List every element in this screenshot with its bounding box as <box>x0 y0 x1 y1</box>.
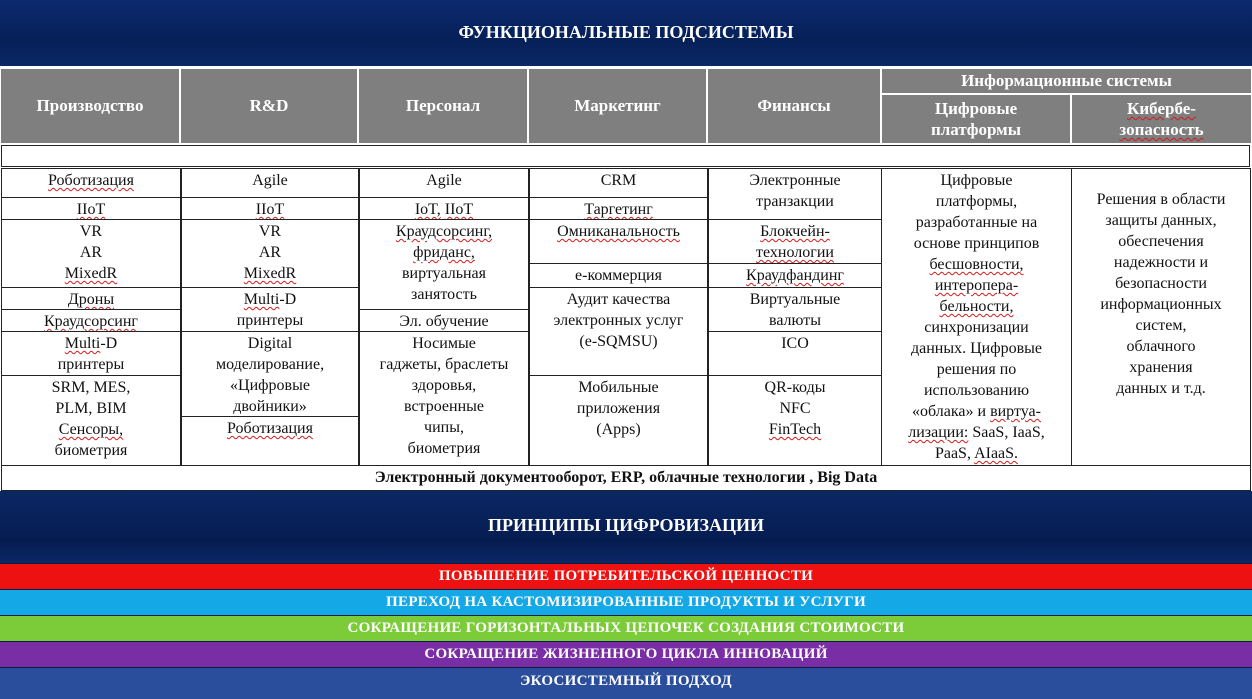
cell-marketing-2: Таргетинг <box>529 197 708 220</box>
cell-cyber: Решения в области защиты данных, обеспечения надежности и безопасности информационных систем, облачного хранения данных и т.д. <box>1071 168 1251 466</box>
cell-finance-6: QR-коды NFC FinTech <box>708 375 882 466</box>
header-rnd: R&D <box>180 68 358 144</box>
cell-personnel-3: Краудсорсинг, фриданс, виртуальная занятость <box>359 219 529 310</box>
principle-bar-5: ЭКОСИСТЕМНЫЙ ПОДХОД <box>0 667 1252 699</box>
cell-rnd-1: Agile <box>181 168 359 198</box>
cell-marketing-6: Мобильные приложения (Apps) <box>529 375 708 466</box>
title-band <box>0 0 1252 66</box>
cell-production-4: Дроны <box>1 287 181 310</box>
cell-marketing-3: Омниканальность <box>529 219 708 264</box>
cell-personnel-4: Эл. обучение <box>359 309 529 332</box>
principle-bar-2: ПЕРЕХОД НА КАСТОМИЗИРОВАННЫЕ ПРОДУКТЫ И УСЛУГИ <box>0 589 1252 615</box>
cell-platforms: Цифровые платформы, разработанные на основе принципов бесшовности, интеропера- бельности, синхронизации данных. Цифровые решения по использованию «облака» и виртуа- лизации: SaaS, IaaS, PaaS, AIaaS. <box>881 168 1072 466</box>
header-platforms: Цифровые платформы <box>881 94 1071 144</box>
principle-bar-1: ПОВЫШЕНИЕ ПОТРЕБИТЕЛЬСКОЙ ЦЕННОСТИ <box>0 563 1252 589</box>
cell-personnel-2: IoT, IIoT <box>359 197 529 220</box>
cell-rnd-5: Digital моделирование, «Цифровые двойники» <box>181 331 359 417</box>
bottom-line: Электронный документооборот, ERP, облачные технологии , Big Data <box>1 465 1251 491</box>
cell-rnd-4: Multi-D принтеры <box>181 287 359 332</box>
cell-personnel-1: Agile <box>359 168 529 198</box>
header-personnel: Персонал <box>358 68 528 144</box>
diagram-title: ФУНКЦИОНАЛЬНЫЕ ПОДСИСТЕМЫ <box>458 22 794 42</box>
header-production: Производство <box>0 68 180 144</box>
principle-bar-3: СОКРАЩЕНИЕ ГОРИЗОНТАЛЬНЫХ ЦЕПОЧЕК СОЗДАНИЯ СТОИМОСТИ <box>0 615 1252 641</box>
cell-rnd-3: VR AR MixedR <box>181 219 359 288</box>
header-cyber-text: Кибербе-зопасность <box>1119 99 1204 139</box>
cell-production-2: IIoT <box>1 197 181 220</box>
cell-finance-3: Краудфандинг <box>708 263 882 288</box>
cell-production-7: SRM, MES, PLM, BIM Сенсоры, биометрия <box>1 375 181 466</box>
cell-production-3: VR AR MixedR <box>1 219 181 288</box>
cell-marketing-1: CRM <box>529 168 708 198</box>
principles-band <box>0 491 1252 563</box>
principles-title: ПРИНЦИПЫ ЦИФРОВИЗАЦИИ <box>487 515 765 535</box>
cell-production-1: Роботизация <box>1 168 181 198</box>
cell-production-5: Краудсорсинг <box>1 309 181 332</box>
cell-finance-1: Электронные транзакции <box>708 168 882 220</box>
cell-finance-4: Виртуальные валюты <box>708 287 882 332</box>
header-cyber <box>1071 94 1252 144</box>
header-marketing: Маркетинг <box>528 68 707 144</box>
cell-rnd-2: IIoT <box>181 197 359 220</box>
header-finance: Финансы <box>707 68 881 144</box>
cell-finance-5: ICO <box>708 331 882 376</box>
header-infosys: Информационные системы <box>881 68 1252 94</box>
cell-production-6: Multi-D принтеры <box>1 331 181 376</box>
cell-personnel-5: Носимые гаджеты, браслеты здоровья, встроенные чипы, биометрия <box>359 331 529 466</box>
cell-rnd-6: Роботизация <box>181 416 359 466</box>
cell-marketing-5: Аудит качества электронных услуг (e-SQMSU) <box>529 287 708 376</box>
cell-finance-2: Блокчейн- технологии <box>708 219 882 264</box>
cell-marketing-4: е-коммерция <box>529 263 708 288</box>
principle-bar-4: СОКРАЩЕНИЕ ЖИЗНЕННОГО ЦИКЛА ИННОВАЦИЙ <box>0 641 1252 667</box>
spacer-row <box>1 145 1250 167</box>
